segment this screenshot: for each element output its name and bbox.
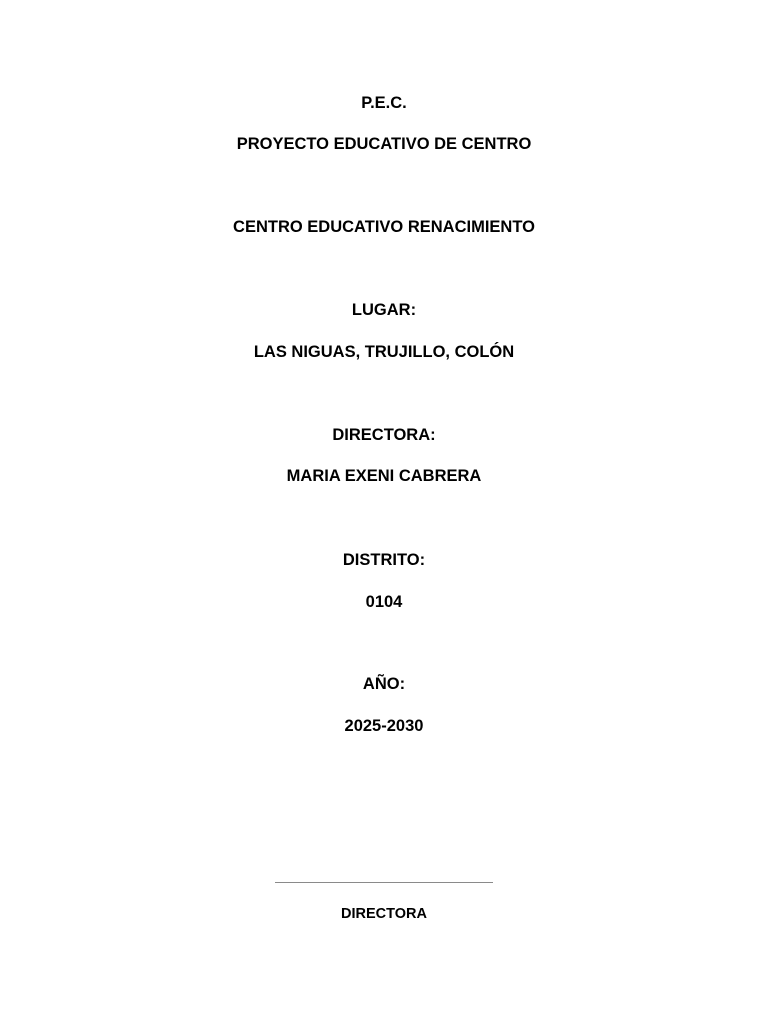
signature-label: DIRECTORA	[341, 906, 427, 922]
location-label: LUGAR:	[351, 301, 417, 319]
director-name: MARIA EXENI CABRERA	[286, 467, 482, 485]
year-value: 2025-2030	[344, 717, 424, 735]
director-label: DIRECTORA:	[332, 426, 436, 444]
signature-line	[275, 882, 493, 883]
location-value: LAS NIGUAS, TRUJILLO, COLÓN	[253, 343, 515, 361]
document-title: PROYECTO EDUCATIVO DE CENTRO	[236, 135, 532, 153]
school-name: CENTRO EDUCATIVO RENACIMIENTO	[233, 218, 535, 236]
document-acronym: P.E.C.	[361, 94, 407, 112]
year-label: AÑO:	[362, 675, 406, 693]
district-label: DISTRITO:	[342, 551, 426, 569]
district-value: 0104	[365, 593, 403, 611]
